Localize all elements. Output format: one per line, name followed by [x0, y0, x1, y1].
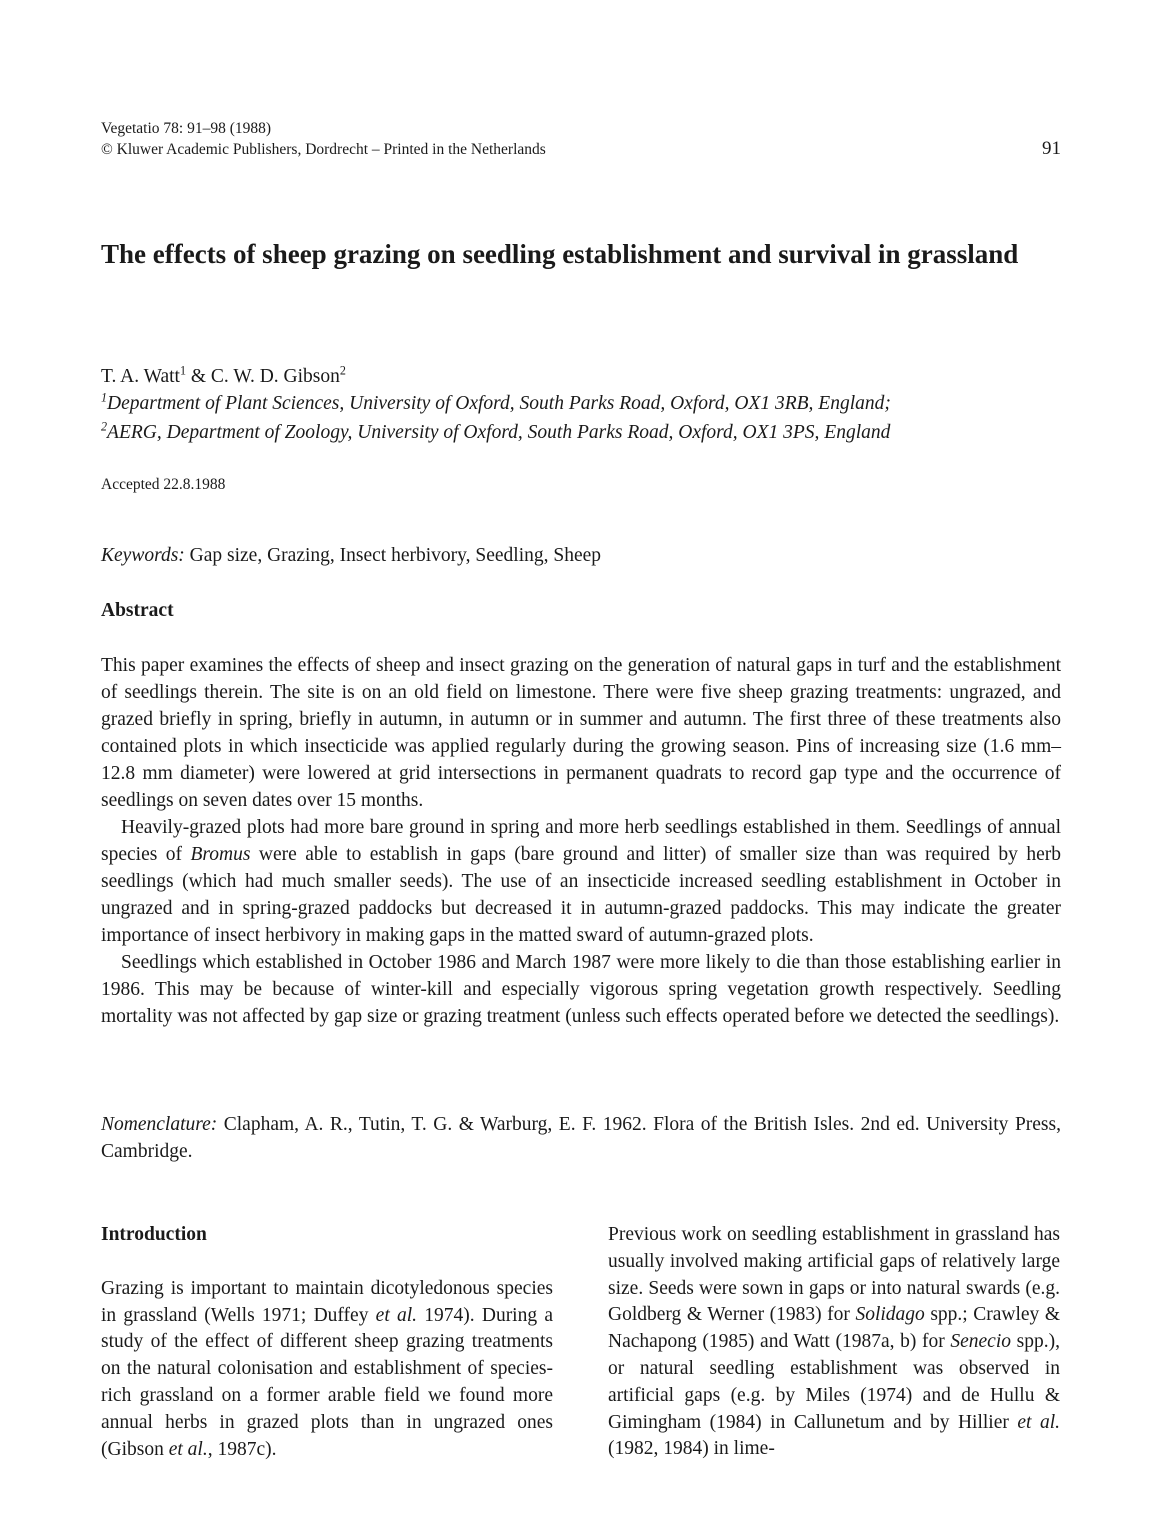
abstract-paragraph: This paper examines the effects of sheep and insect grazing on the generation of natural gaps in turf and the establishment of seedlings therein. The site is on an old field on limestone. There were five sheep grazing treatments: ungrazed, and grazed briefly in spring, briefly in autumn, in autumn or in summer and autumn. The first three of these treatments also contained plots in which insecticide was applied regularly during the growing season. Pins of increasing size (1.6 mm–12.8 mm diameter) were lowered at grid intersections in permanent quadrats to record gap type and the occurrence of seedlings on seven dates over 15 months.: [101, 655, 1061, 811]
affiliation-superscript: 2: [101, 419, 108, 434]
nomenclature-text: Clapham, A. R., Tutin, T. G. & Warburg, E. F. 1962. Flora of the British Isles. 2nd ed. University Press, Cambridge.: [101, 1114, 1061, 1162]
text-run: Heavily-grazed plots had more bare ground in spring and more herb seedlings established in them. Seedlings of annual species of: [101, 817, 1061, 865]
affiliation-text: Department of Plant Sciences, University of Oxford, South Parks Road, Oxford, OX1 3RB, England;: [107, 393, 891, 414]
journal-citation: Vegetatio 78: 91–98 (1988): [101, 120, 272, 137]
author-separator: &: [186, 366, 211, 387]
author-name: T. A. Watt: [101, 366, 180, 387]
text-run: spp.), or natural seedling establishment was observed in artificial gaps (e.g. by Miles (1974) and de Hullu & Gimingham (1984) in Callunetum and by Hillier: [608, 1331, 1060, 1433]
abstract-paragraph: [101, 814, 1061, 949]
nomenclature: [101, 1111, 1061, 1165]
species-name: Bromus: [190, 844, 251, 865]
affiliation-line: [101, 418, 1061, 447]
text-run: (1982, 1984) in lime-: [608, 1438, 775, 1460]
paper-title: The effects of sheep grazing on seedling establishment and survival in grassland: [101, 239, 1019, 269]
affiliation-line: [101, 389, 1061, 418]
abstract-paragraph: Seedlings which established in October 1986 and March 1987 were more likely to die than those establishing earlier in 1986. This may be because of winter-kill and especially vigorous spring vegetation growth respectively. Seedling mortality was not affected by gap size or grazing treatment (unless such effects operated before we detected the seedlings).: [101, 952, 1061, 1027]
author-superscript: 1: [179, 363, 186, 378]
text-run: spp.; Crawley & Nachapong (1985) and Watt (1987a, b) for: [608, 1304, 1061, 1353]
keywords-text: Gap size, Grazing, Insect herbivory, Seedling, Sheep: [184, 545, 602, 566]
author-line: [101, 363, 346, 391]
affiliations: [101, 389, 1061, 447]
left-column: [101, 1222, 553, 1463]
keywords-label: Keywords:: [101, 545, 185, 566]
text-run: 1974). During a study of the effect of different sheep grazing treatments on the natural colonisation and establishment of species-rich grassland on a former arable field we found more annual herbs in grazed plots than in ungrazed ones (Gibson: [101, 1304, 553, 1460]
author-name: C. W. D. Gibson: [210, 366, 340, 387]
introduction-heading: Introduction: [101, 1224, 207, 1245]
et-al: et al.: [1017, 1411, 1060, 1433]
accepted-date: Accepted 22.8.1988: [101, 476, 226, 493]
text-run: were able to establish in gaps (bare ground and litter) of smaller size than was required by herb seedlings (which had much smaller seeds). The use of an insecticide increased seedling establishment in October in ungrazed and in spring-grazed paddocks but decreased it in autumn-grazed paddocks. This may indicate the greater importance of insect herbivory in making gaps in the matted sward of autumn-grazed plots.: [101, 844, 1061, 946]
text-run: Grazing is important to maintain dicotyledonous species in grassland (Wells 1971; Duffey: [101, 1277, 553, 1326]
journal-info: [101, 118, 546, 160]
affiliation-superscript: 1: [101, 390, 108, 405]
right-column: [608, 1222, 1060, 1463]
et-al: et al.: [168, 1438, 208, 1460]
page-number: 91: [1042, 138, 1061, 159]
species-name: Solidago: [855, 1304, 925, 1326]
introduction-paragraph: [101, 1276, 553, 1464]
author-superscript: 2: [339, 363, 346, 378]
nomenclature-label: Nomenclature:: [101, 1114, 218, 1135]
text-run: , 1987c).: [207, 1438, 277, 1460]
et-al: et al.: [375, 1304, 418, 1326]
text-run: Previous work on seedling establishment in grassland has usually involved making artificial gaps of relatively large size. Seeds were sown in gaps or into natural swards (e.g. Goldberg & Werner (1983) for: [608, 1224, 1060, 1326]
affiliation-text: AERG, Department of Zoology, University of Oxford, South Parks Road, Oxford, OX1 3PS, England: [107, 422, 891, 443]
abstract-heading: Abstract: [101, 600, 174, 621]
publisher-line: © Kluwer Academic Publishers, Dordrecht – Printed in the Netherlands: [101, 141, 546, 158]
abstract-body: [101, 652, 1061, 1030]
introduction-paragraph: [608, 1222, 1060, 1463]
species-name: Senecio: [950, 1331, 1012, 1353]
keywords: [101, 545, 601, 567]
